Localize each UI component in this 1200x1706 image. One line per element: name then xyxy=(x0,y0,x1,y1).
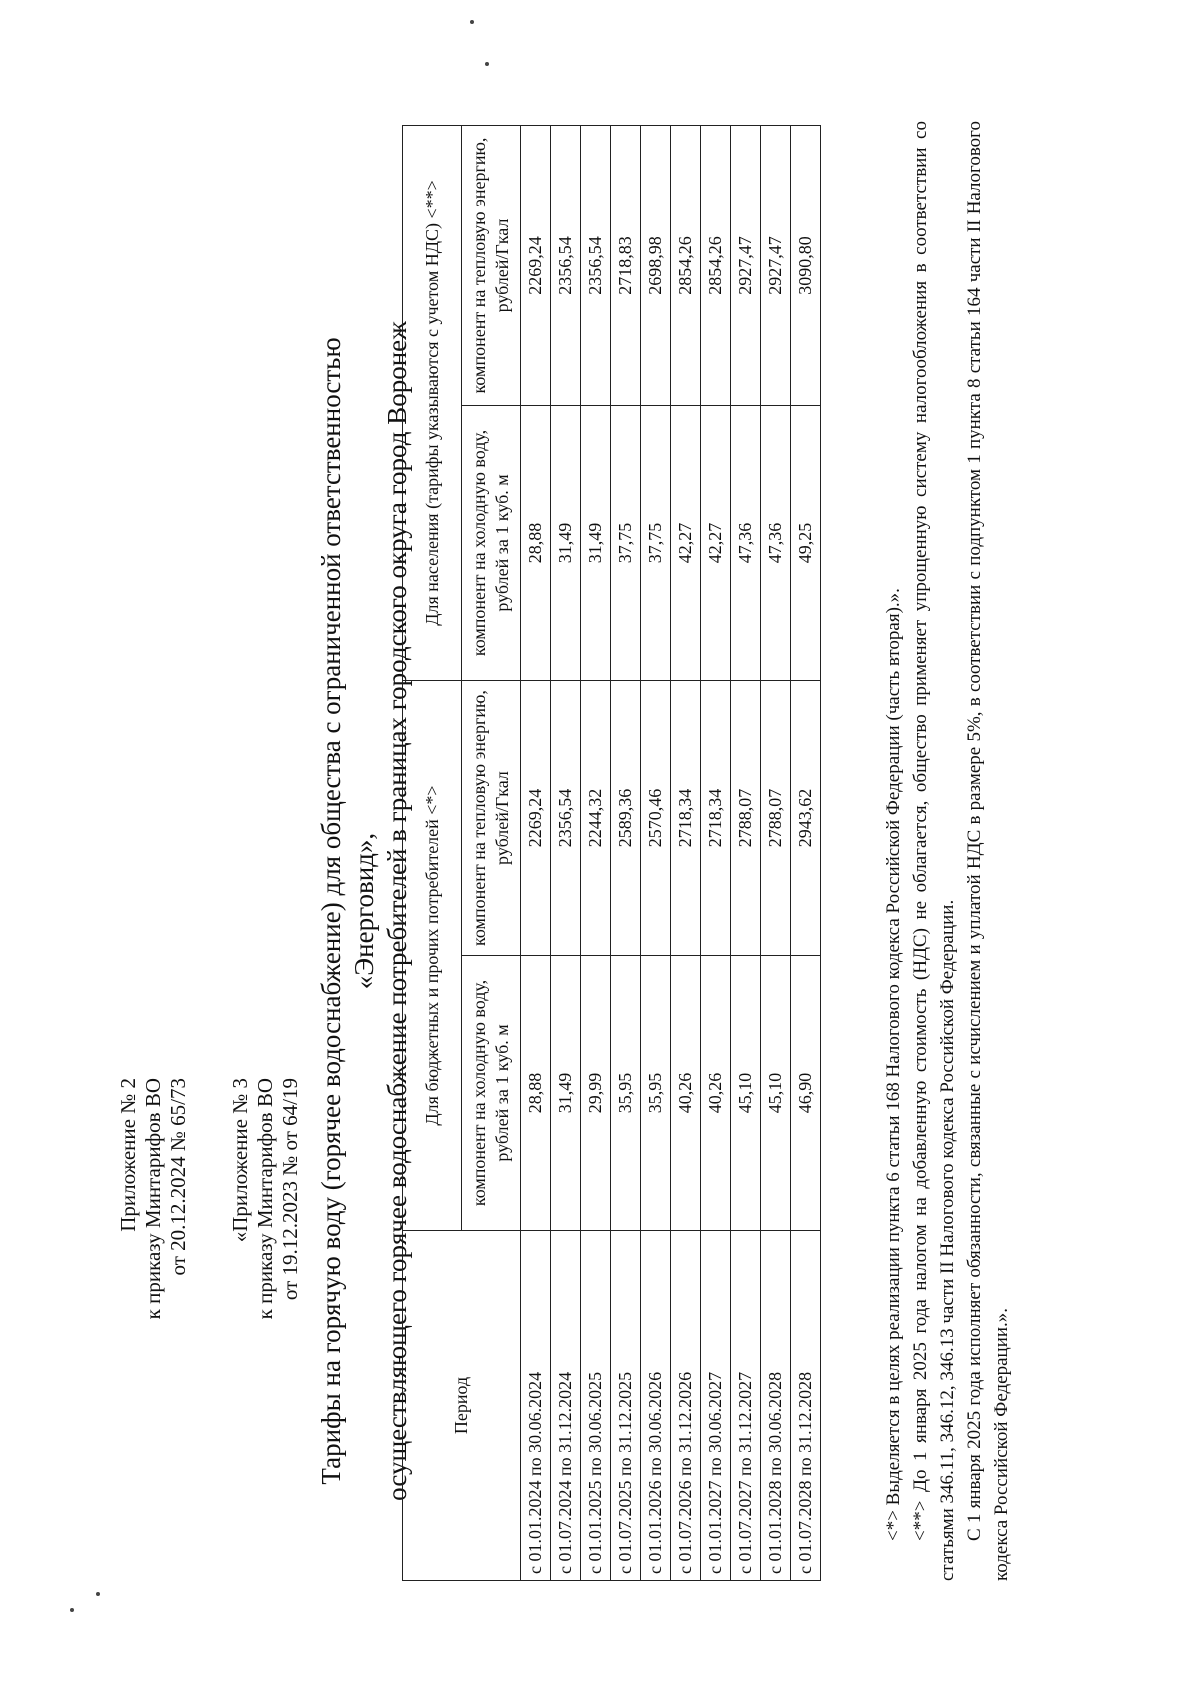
budget-cold-cell: 45,10 xyxy=(761,956,791,1231)
population-heat-cell: 2269,24 xyxy=(521,125,551,405)
budget-heat-cell: 2788,07 xyxy=(731,681,761,956)
budget-heat-cell: 2589,36 xyxy=(611,681,641,956)
table-row xyxy=(731,125,761,1580)
table-row xyxy=(611,125,641,1580)
table-row xyxy=(791,125,821,1580)
population-heat-cell: 2356,54 xyxy=(581,125,611,405)
appendix-2-order-ref: к приказу Минтарифов ВО xyxy=(141,1078,165,1320)
footnotes xyxy=(880,121,1015,1581)
period-cell: с 01.01.2025 по 30.06.2025 xyxy=(581,1231,611,1581)
population-heat-cell: 2927,47 xyxy=(761,125,791,405)
period-cell: с 01.01.2024 по 30.06.2024 xyxy=(521,1231,551,1581)
population-cold-cell: 37,75 xyxy=(641,406,671,681)
population-cold-water-header: компонент на холодную воду, рублей за 1 куб. м xyxy=(462,406,521,681)
period-header: Период xyxy=(403,1231,521,1581)
scan-speck xyxy=(96,1592,100,1596)
budget-cold-cell: 35,95 xyxy=(641,956,671,1231)
budget-heat-cell: 2244,32 xyxy=(581,681,611,956)
population-cold-cell: 42,27 xyxy=(671,406,701,681)
population-cold-cell: 31,49 xyxy=(551,406,581,681)
population-heat-cell: 2356,54 xyxy=(551,125,581,405)
budget-heat-cell: 2718,34 xyxy=(701,681,731,956)
budget-heat-cell: 2943,62 xyxy=(791,681,821,956)
period-cell: с 01.07.2027 по 31.12.2027 xyxy=(731,1231,761,1581)
population-cold-cell: 47,36 xyxy=(761,406,791,681)
period-cell: с 01.07.2024 по 31.12.2024 xyxy=(551,1231,581,1581)
population-heat-cell: 3090,80 xyxy=(791,125,821,405)
budget-cold-cell: 29,99 xyxy=(581,956,611,1231)
budget-consumers-header: Для бюджетных и прочих потребителей <*> xyxy=(403,681,462,1231)
table-header-row-1 xyxy=(403,125,462,1580)
footnote-vat: <**> До 1 января 2025 года налогом на добавленную стоимость (НДС) не облагается, общество применяет упрощенную систему налогообложения в соответствии со статьями 346.11, 346.12, 346.13 части II Налогового кодекса Российской Федерации. xyxy=(910,121,958,1581)
budget-cold-cell: 40,26 xyxy=(671,956,701,1231)
budget-cold-cell: 31,49 xyxy=(551,956,581,1231)
population-cold-cell: 47,36 xyxy=(731,406,761,681)
population-heat-energy-header: компонент на тепловую энергию, рублей/Гкал xyxy=(462,125,521,405)
footnote-budget: <*> Выделяется в целях реализации пункта 6 статьи 168 Налогового кодекса Российской Федерации (часть вторая).». xyxy=(883,588,904,1541)
population-cold-cell: 28,88 xyxy=(521,406,551,681)
budget-cold-water-header: компонент на холодную воду, рублей за 1 куб. м xyxy=(462,956,521,1231)
period-cell: с 01.01.2027 по 30.06.2027 xyxy=(701,1231,731,1581)
budget-cold-cell: 46,90 xyxy=(791,956,821,1231)
budget-heat-cell: 2570,46 xyxy=(641,681,671,956)
budget-heat-cell: 2788,07 xyxy=(761,681,791,956)
appendix-3-header xyxy=(228,1078,303,1319)
table-row xyxy=(701,125,731,1580)
footnote-vat-2025: С 1 января 2025 года исполняет обязанности, связанные с исчислением и уплатой НДС в размере 5%, в соответствии с подпунктом 1 пункта 8 статьи 164 части II Налогового кодекса Российской Федерации.». xyxy=(964,121,1012,1581)
table-row xyxy=(761,125,791,1580)
document-title xyxy=(315,286,414,1536)
scan-speck xyxy=(485,62,489,66)
population-cold-cell: 31,49 xyxy=(581,406,611,681)
period-cell: с 01.01.2026 по 30.06.2026 xyxy=(641,1231,671,1581)
budget-cold-cell: 28,88 xyxy=(521,956,551,1231)
period-cell: с 01.07.2028 по 31.12.2028 xyxy=(791,1231,821,1581)
scan-speck xyxy=(70,1608,74,1612)
population-heat-cell: 2927,47 xyxy=(731,125,761,405)
appendix-3-number: «Приложение № 3 xyxy=(228,1078,252,1243)
budget-heat-cell: 2356,54 xyxy=(551,681,581,956)
budget-heat-cell: 2269,24 xyxy=(521,681,551,956)
tariff-table xyxy=(402,125,821,1581)
population-heat-cell: 2854,26 xyxy=(701,125,731,405)
population-header: Для населения (тарифы указываются с учетом НДС) <**> xyxy=(403,125,462,680)
period-cell: с 01.01.2028 по 30.06.2028 xyxy=(761,1231,791,1581)
period-cell: с 01.07.2025 по 31.12.2025 xyxy=(611,1231,641,1581)
table-row xyxy=(581,125,611,1580)
table-row xyxy=(671,125,701,1580)
population-heat-cell: 2718,83 xyxy=(611,125,641,405)
population-cold-cell: 42,27 xyxy=(701,406,731,681)
budget-heat-energy-header: компонент на тепловую энергию, рублей/Гкал xyxy=(462,681,521,956)
appendix-2-number: Приложение № 2 xyxy=(116,1078,140,1232)
budget-heat-cell: 2718,34 xyxy=(671,681,701,956)
appendix-2-header xyxy=(116,1078,191,1319)
document-title-line-1: Тарифы на горячую воду (горячее водоснабжение) для общества с ограниченной ответственностью «Энерговид», xyxy=(316,337,379,1485)
table-row xyxy=(521,125,551,1580)
table-row xyxy=(641,125,671,1580)
scan-speck xyxy=(470,20,474,24)
budget-cold-cell: 35,95 xyxy=(611,956,641,1231)
table-row xyxy=(551,125,581,1580)
document-title-line-2: осуществляющего горячее водоснабжение потребителей в границах городского округа город Воронеж xyxy=(382,321,412,1501)
population-heat-cell: 2854,26 xyxy=(671,125,701,405)
budget-cold-cell: 40,26 xyxy=(701,956,731,1231)
population-cold-cell: 37,75 xyxy=(611,406,641,681)
budget-cold-cell: 45,10 xyxy=(731,956,761,1231)
appendix-3-order-date: от 19.12.2023 № от 64/19 xyxy=(278,1078,302,1301)
population-heat-cell: 2698,98 xyxy=(641,125,671,405)
appendix-2-order-date: от 20.12.2024 № 65/73 xyxy=(166,1078,190,1276)
population-cold-cell: 49,25 xyxy=(791,406,821,681)
appendix-3-order-ref: к приказу Минтарифов ВО xyxy=(253,1078,277,1320)
period-cell: с 01.07.2026 по 31.12.2026 xyxy=(671,1231,701,1581)
